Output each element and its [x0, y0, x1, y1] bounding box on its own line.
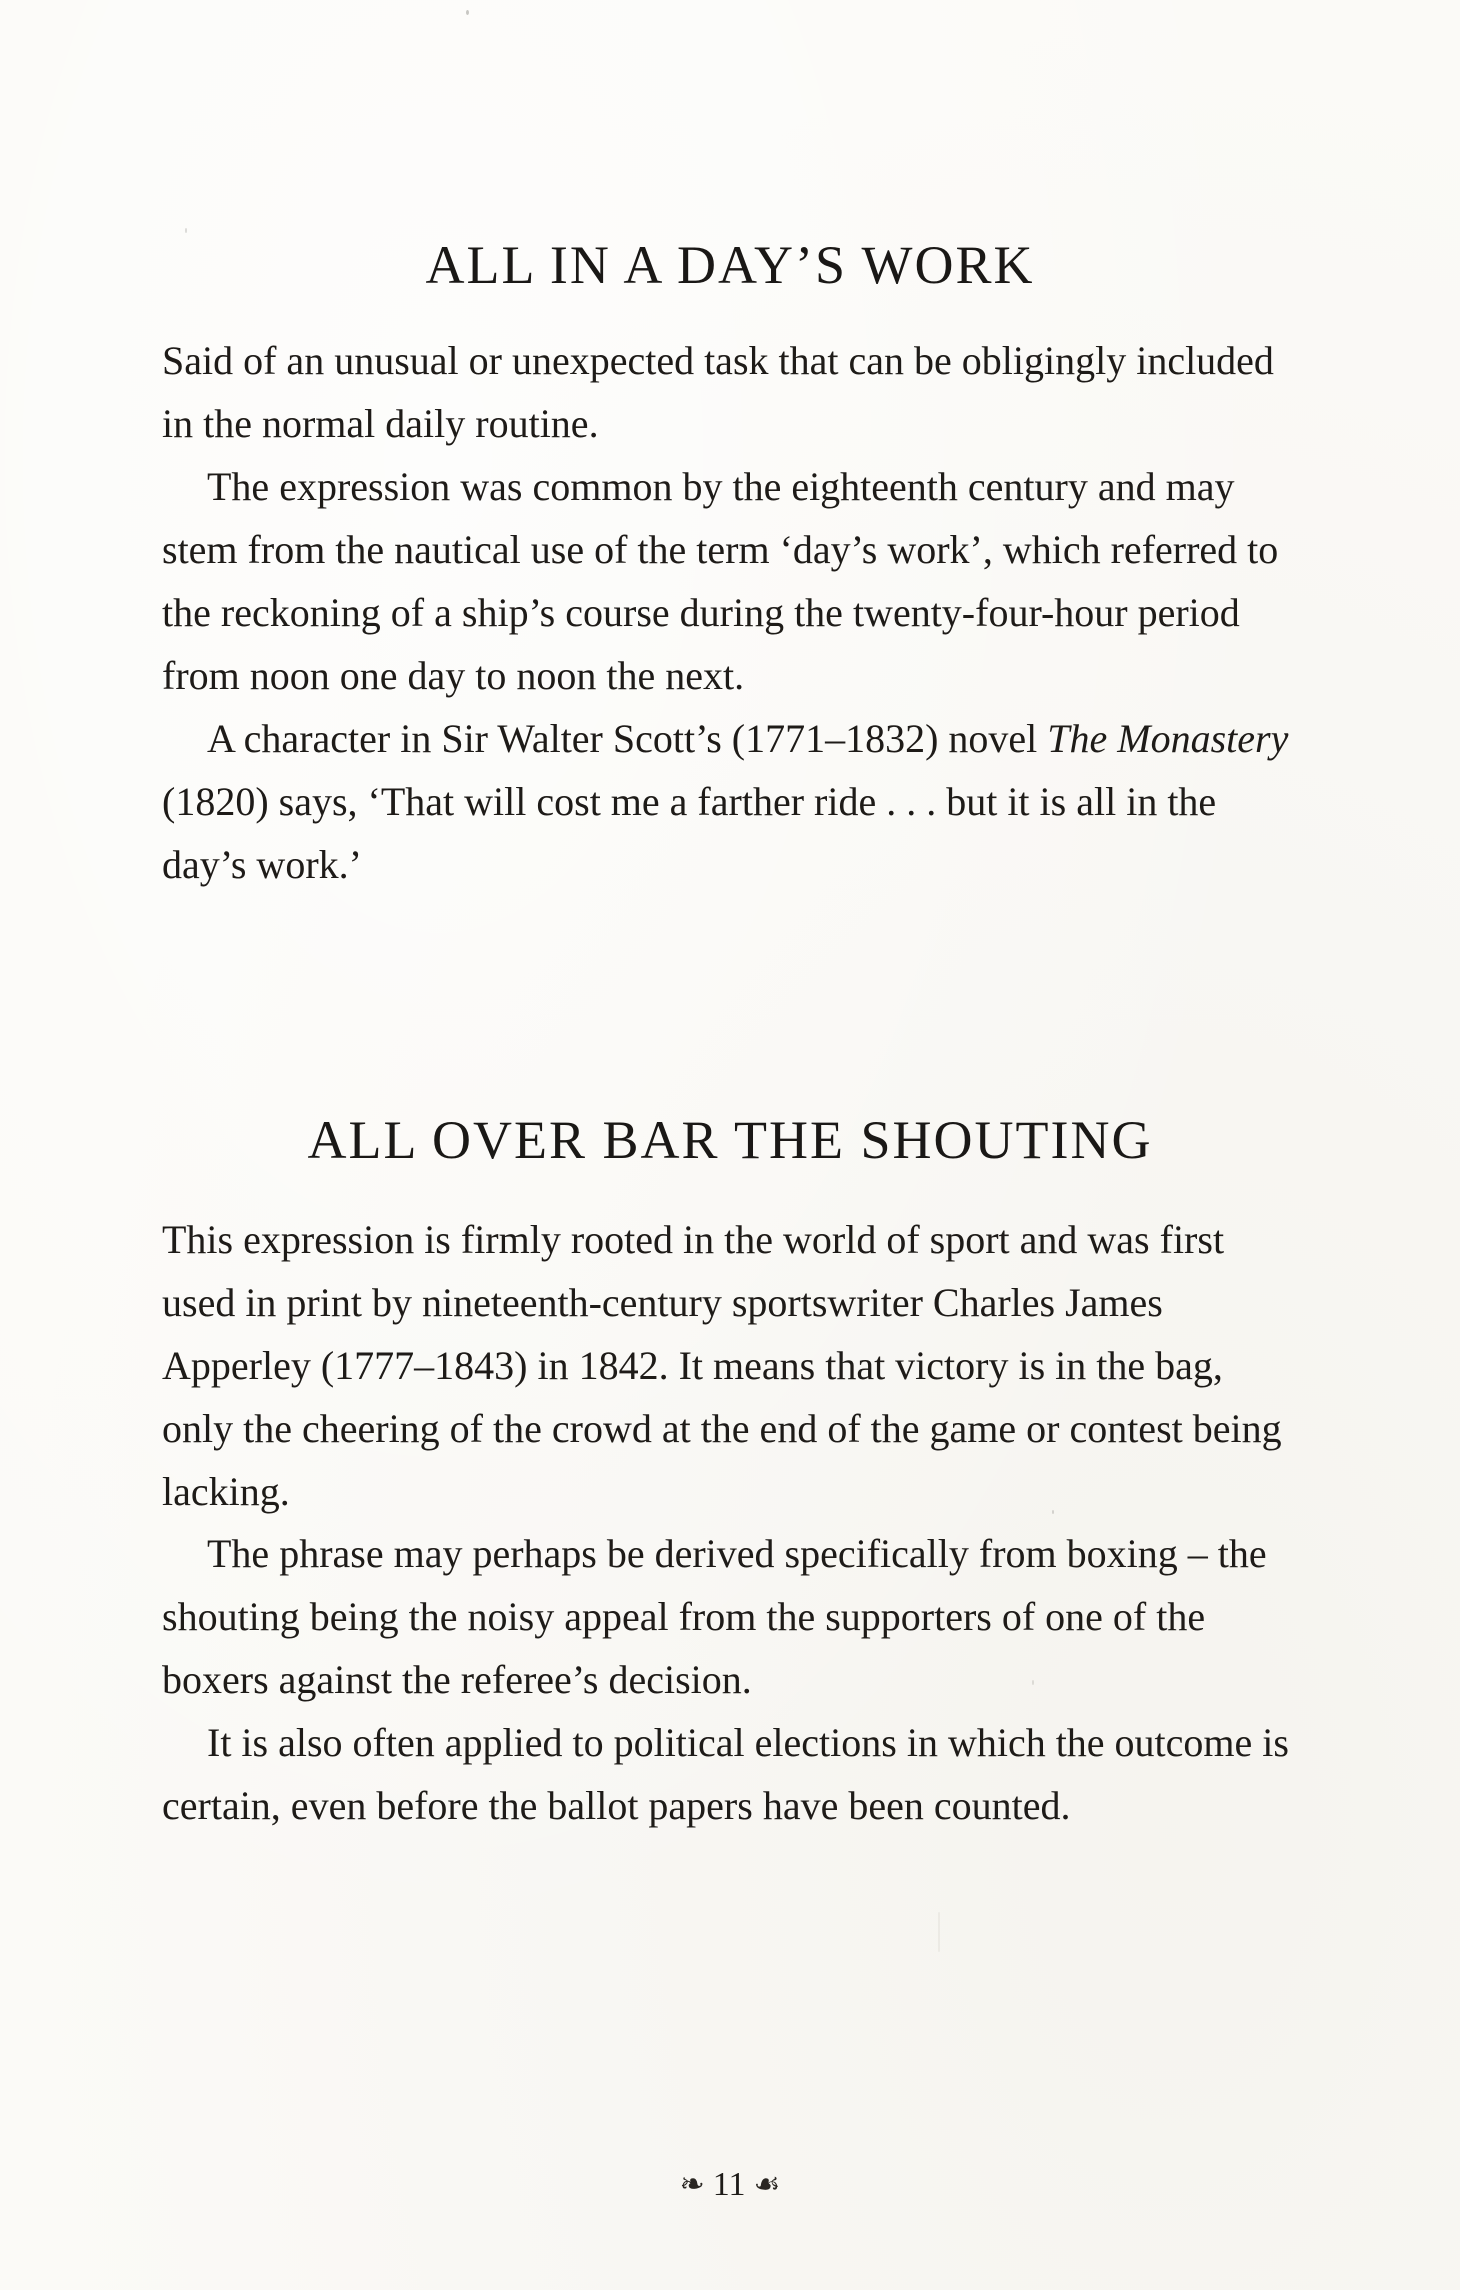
scan-speck	[185, 228, 187, 233]
entry-title: ALL IN A DAY’S WORK	[425, 235, 1035, 295]
page-folio	[0, 2163, 1460, 2205]
page-number: 11	[712, 2166, 746, 2204]
entry-paragraph: The phrase may perhaps be derived specifically from boxing – the shouting being the noisy appeal from the supporters of one of the boxers against the referee’s decision.	[162, 1531, 1267, 1702]
entry-paragraph: This expression is firmly rooted in the world of sport and was first used in print by nineteenth-century sportswriter Charles James Apperley (1777–1843) in 1842. It means that victory is in the bag, only the cheering of the crowd at the end of the game or contest being lacking.	[162, 1217, 1282, 1514]
book-title-italic: The Monastery	[1047, 716, 1289, 761]
right-fleuron-icon: ☙	[753, 2168, 781, 2202]
entry-paragraph: The expression was common by the eighteenth century and may stem from the nautical use of the term ‘day’s work’, which referred to the reckoning of a ship’s course during the twenty-four-hour period from noon one day to noon the next.	[162, 464, 1279, 698]
entry-paragraph: Said of an unusual or unexpected task that can be obligingly included in the normal daily routine.	[162, 338, 1274, 446]
paragraph-text: (1820) says, ‘That will cost me a farther ride . . . but it is all in the day’s work.’	[162, 779, 1217, 887]
scan-speck	[466, 10, 469, 15]
left-fleuron-icon: ❧	[679, 2168, 705, 2202]
paragraph-text: A character in Sir Walter Scott’s (1771–1832) novel	[207, 716, 1048, 761]
entry-title: ALL OVER BAR THE SHOUTING	[307, 1110, 1153, 1170]
entry-paragraph-with-book-title	[162, 707, 1298, 896]
scan-speck	[938, 1912, 940, 1952]
entry-paragraph: It is also often applied to political elections in which the outcome is certain, even before the ballot papers have been counted.	[162, 1720, 1289, 1828]
